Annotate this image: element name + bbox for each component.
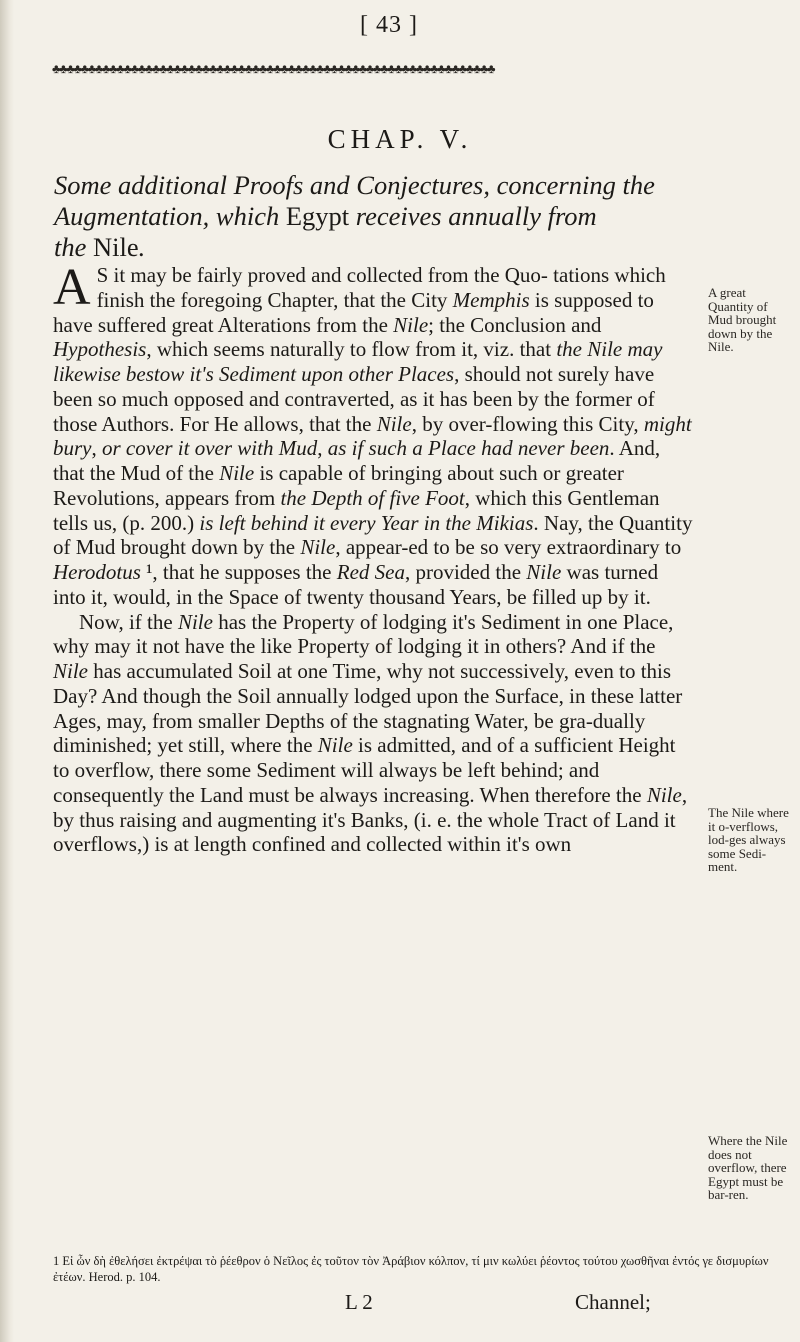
chapter-heading: CHAP. V. bbox=[327, 124, 473, 154]
drop-cap: A bbox=[53, 259, 91, 316]
chapter-title-line: the Nile. bbox=[54, 232, 146, 262]
paragraph: Now, if the Nile has the Property of lodging it's Sediment in one Place, why may it not have the like Property of lodging it in others? And if the Nile has accumulated Soil at one Time, why not successively, even to this Day? And though the Soil annually lodged upon the Surface, in these latter Ages, may, from smaller Depths of the stagnating Water, be gra-dually diminished; yet still, where the Nile is admitted, and of a sufficient Height to overflow, there some Sediment will always be left behind; and consequently the Land must be always increasing. When therefore the Nile, by thus raising and augmenting it's Banks, (i. e. the whole Tract of Land it overflows,) is at length confined and collected within it's own bbox=[53, 609, 688, 857]
marginal-note: The Nile where it o-verflows, lod-ges always some Sedi-ment. bbox=[708, 805, 789, 874]
catchword: Channel; bbox=[575, 1290, 651, 1314]
decorative-ornament-band: ♣♣♣♣♣♣♣♣♣♣♣♣♣♣♣♣♣♣♣♣♣♣♣♣♣♣♣♣♣♣♣♣♣♣♣♣♣♣♣♣♣♣♣♣♣♣♣♣♣♣♣♣♣♣♣♣♣♣♣♣♣♣ bbox=[52, 62, 495, 76]
chapter-title-line: Augmentation, which Egypt receives annually from bbox=[54, 201, 597, 231]
signature-mark: L 2 bbox=[345, 1290, 373, 1314]
chapter-title bbox=[54, 170, 694, 263]
footnote: 1 Εἰ ὦν δὴ ἐθελήσει ἐκτρέψαι τὸ ῥέεθρον ὁ Νεῖλος ἐς τοῦτον τὸν Ἀράβιον κόλπον, τί μιν κωλύει ῥέοντος τούτου χωσθῆναι ἐντός γε δισμυρίων ἐτέων. Herod. p. 104. bbox=[53, 1254, 769, 1284]
chapter-title-line: Some additional Proofs and Conjectures, concerning the bbox=[54, 170, 655, 200]
page-number: [ 43 ] bbox=[360, 12, 418, 38]
marginal-note: Where the Nile does not overflow, there Egypt must be bar-ren. bbox=[708, 1133, 788, 1202]
body-text bbox=[53, 259, 693, 857]
marginal-note: A great Quantity of Mud brought down by the Nile. bbox=[708, 285, 777, 354]
paragraph: A S it may be fairly proved and collected from the Quo- tations which finish the foregoing Chapter, that the City Memphis is supposed to have suffered great Alterations from the Nile; the Conclusion and Hypothesis, which seems naturally to flow from it, viz. that the Nile may likewise bestow it's Sediment upon other Places, should not surely have been so much opposed and contraverted, as it has been by the former of those Authors. For He allows, that the Nile, by over-flowing this City, might bury, or cover it over with Mud, as if such a Place had never been. And, that the Mud of the Nile is capable of bringing about such or greater Revolutions, appears from the Depth of five Foot, which this Gentleman tells us, (p. 200.) is left behind it every Year in the Mikias. Nay, the Quantity of Mud brought down by the Nile, appear-ed to be so very extraordinary to Herodotus ¹, that he supposes the Red Sea, provided the Nile was turned into it, would, in the Space of twenty thousand Years, be filled up by it. bbox=[53, 259, 693, 609]
page-gutter-shadow bbox=[0, 0, 14, 1342]
